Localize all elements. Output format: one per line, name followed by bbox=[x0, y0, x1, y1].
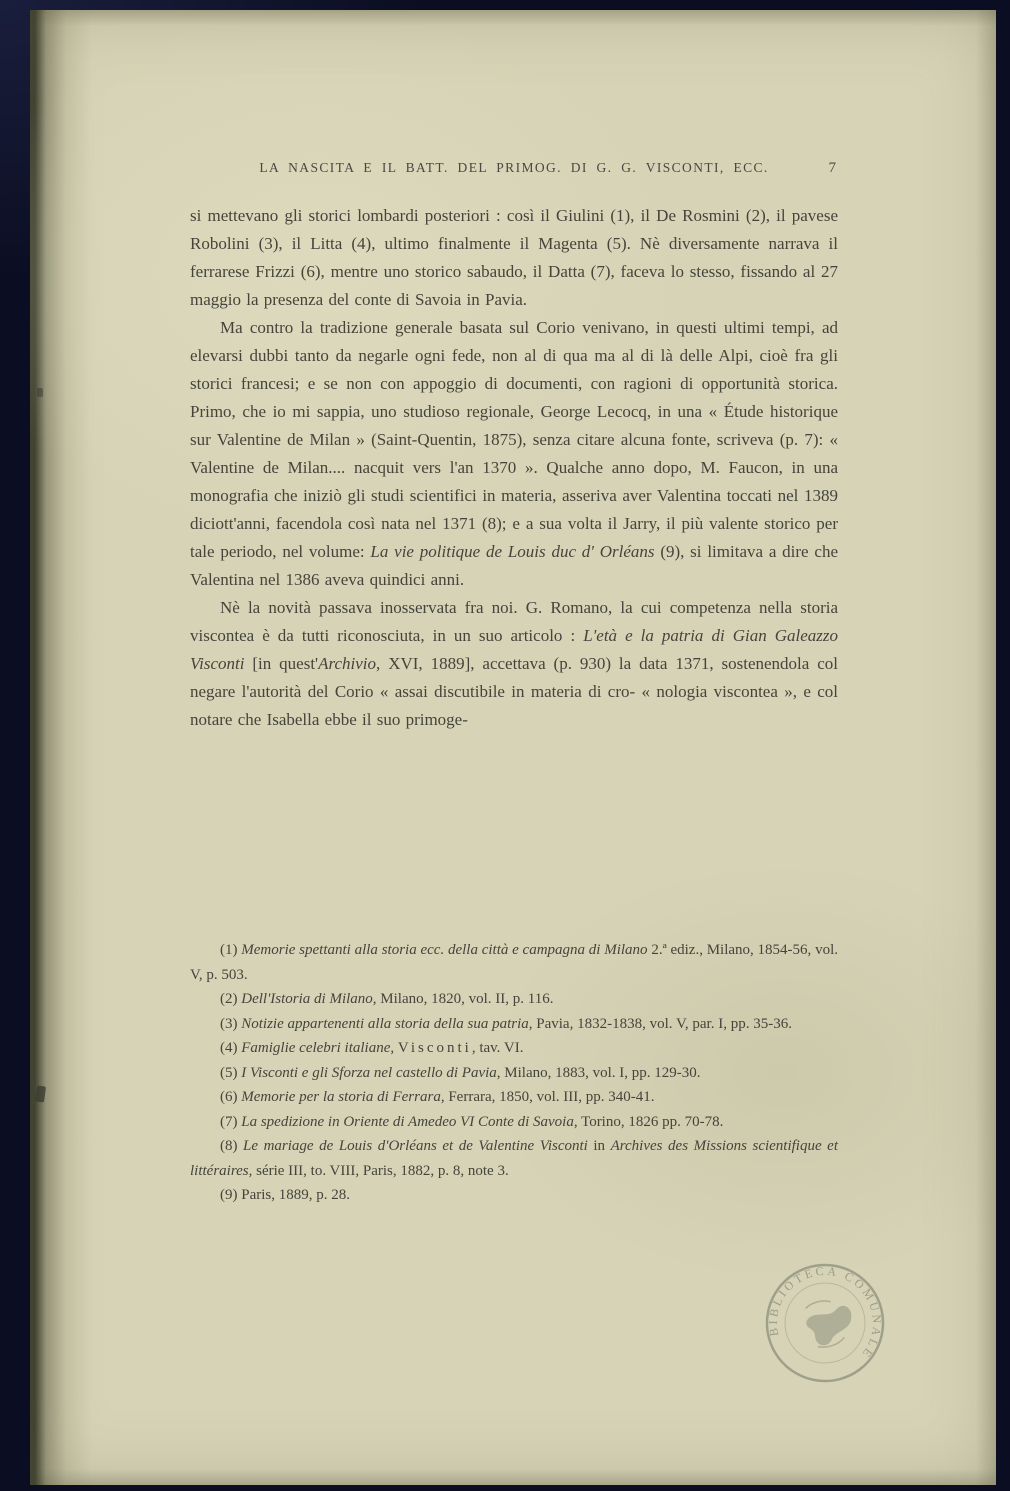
footnote-segment: (6) bbox=[220, 1089, 242, 1105]
footnote bbox=[190, 1012, 838, 1037]
footnote-segment: Dell'Istoria di Milano bbox=[241, 991, 373, 1007]
paragraph-segment: XVI, 1889], accettava (p. 930) la data 1371, sostenendola col negare l'autorità del Corio « assai discutibile in materia di cro- « nologia viscontea », e col notare che Isabella ebbe il suo primoge- bbox=[190, 654, 838, 729]
footnote-segment: Memorie spettanti alla storia ecc. della città e campagna di Milano bbox=[241, 942, 648, 958]
footnote-segment: , Ferrara, 1850, vol. III, pp. 340-41. bbox=[440, 1089, 655, 1105]
footnote bbox=[190, 1085, 838, 1110]
paragraph-segment: (9), si limitava a dire che Valentina nel 1386 aveva quindici anni. bbox=[190, 542, 838, 589]
footnote-segment: I Visconti e gli Sforza nel castello di Pavia bbox=[241, 1064, 497, 1081]
paragraph bbox=[190, 594, 838, 734]
paragraph bbox=[190, 314, 838, 594]
footnote bbox=[190, 1134, 838, 1183]
paragraph-segment: Nè la novità passava inosservata fra noi. G. Romano, la cui competenza nella storia viscontea è da tutti riconosciuta, in un suo articolo : bbox=[190, 598, 838, 645]
footnotes bbox=[190, 938, 838, 1208]
paragraph-segment: Archivio, bbox=[318, 654, 381, 673]
paragraph-segment: Ma contro la tradizione generale basata sul Corio venivano, in questi ultimi tempi, ad elevarsi dubbi tanto da negarle ogni fede, non al di qua ma al di là delle Alpi, cioè fra gli storici francesi; e se non con appoggio di documenti, con ragioni di opportunità storica. Primo, che io mi sappia, uno studioso regionale, George Lecocq, in una « Étude historique sur Valentine de Milan » (Saint-Quentin, 1875), senza citare alcuna fonte, scriveva (p. 7): « Valentine de Milan.... nacquit vers l'an 1370 ». Qualche anno dopo, M. Faucon, in una monografia che iniziò gli studi scientifici in materia, asseriva aver Valentina toccati nel 1389 diciott'anni, facendola così nata nel 1371 (8); e a sua volta il Jarry, il più valente storico per tale periodo, nel volume: bbox=[190, 318, 838, 561]
library-stamp bbox=[733, 1231, 917, 1415]
footnote-segment: Notizie appartenenti alla storia della sua patria bbox=[241, 1015, 529, 1032]
ink-mark bbox=[35, 1085, 46, 1102]
footnote-segment: Famiglie celebri italiane bbox=[241, 1040, 391, 1056]
footnote-segment: , Milano, 1883, vol. I, pp. 129-30. bbox=[496, 1064, 701, 1081]
footnote-segment: (9) Paris, 1889, p. 28. bbox=[220, 1187, 350, 1203]
running-title: LA NASCITA E IL BATT. DEL PRIMOG. DI G. G. VISCONTI, ECC. bbox=[259, 160, 769, 175]
footnote bbox=[190, 1036, 838, 1061]
footnote-segment: Archives des Missions scientifique et littéraires bbox=[190, 1138, 838, 1179]
footnote-segment: (3) bbox=[220, 1015, 242, 1032]
footnote bbox=[190, 987, 838, 1012]
page-number: 7 bbox=[828, 160, 836, 176]
footnote-segment: (4) bbox=[220, 1040, 242, 1056]
footnote-segment: (2) bbox=[220, 991, 242, 1007]
paragraph bbox=[190, 202, 838, 314]
footnote-segment: Memorie per la storia di Ferrara bbox=[241, 1089, 441, 1105]
footnote-segment: , Pavia, 1832-1838, vol. V, par. I, pp. 35-36. bbox=[528, 1015, 792, 1032]
body-text bbox=[190, 202, 838, 734]
footnote-segment: (5) bbox=[220, 1064, 242, 1081]
paragraph-segment: [in quest' bbox=[244, 654, 319, 673]
footnote-segment: Visconti bbox=[397, 1040, 472, 1056]
footnote-segment: in bbox=[587, 1138, 611, 1154]
book-page bbox=[30, 10, 996, 1485]
footnote-segment: , tav. VI. bbox=[471, 1040, 524, 1056]
footnote bbox=[190, 938, 838, 987]
footnote bbox=[190, 1061, 838, 1086]
ink-mark bbox=[37, 388, 43, 397]
paragraph-segment: si mettevano gli storici lombardi posteriori : così il Giulini (1), il De Rosmini (2), il pavese Robolini (3), il Litta (4), ultimo finalmente il Magenta (5). Nè diversamente narrava il ferrarese Frizzi (6), mentre uno storico sabaudo, il Datta (7), faceva lo stesso, fissando al 27 maggio la presenza del conte di Savoia in Pavia. bbox=[190, 206, 838, 309]
footnote-segment: 2.ª ediz., Milano, 1854-56, vol. V, p. 503. bbox=[190, 942, 838, 983]
footnote-segment: , bbox=[390, 1040, 398, 1056]
text-column bbox=[190, 160, 838, 734]
footnote-segment: La spedizione in Oriente di Amedeo VI Conte di Savoia bbox=[241, 1113, 574, 1130]
footnote-segment: Le mariage de Louis d'Orléans et de Valentine Visconti bbox=[243, 1138, 588, 1154]
footnote-segment: (7) bbox=[220, 1113, 242, 1130]
footnote bbox=[190, 1183, 838, 1208]
footnote bbox=[190, 1110, 838, 1135]
footnote-segment: (8) bbox=[220, 1138, 244, 1154]
stamp-text: BIBLIOTECA COMUNALE bbox=[765, 1263, 885, 1363]
footnote-segment: , Torino, 1826 pp. 70-78. bbox=[573, 1113, 724, 1130]
paragraph-segment: L'età e la patria di Gian Galeazzo Visconti bbox=[190, 626, 838, 673]
footnote-segment: , série III, to. VIII, Paris, 1882, p. 8, note 3. bbox=[248, 1162, 509, 1179]
library-stamp-graphic bbox=[733, 1231, 917, 1415]
running-head bbox=[190, 160, 838, 178]
paragraph-segment: La vie politique de Louis duc d' Orléans bbox=[370, 542, 655, 561]
footnote-segment: , Milano, 1820, vol. II, p. 116. bbox=[372, 991, 554, 1007]
stamp-center-mark bbox=[804, 1304, 857, 1348]
footnote-segment: (1) bbox=[220, 942, 242, 958]
